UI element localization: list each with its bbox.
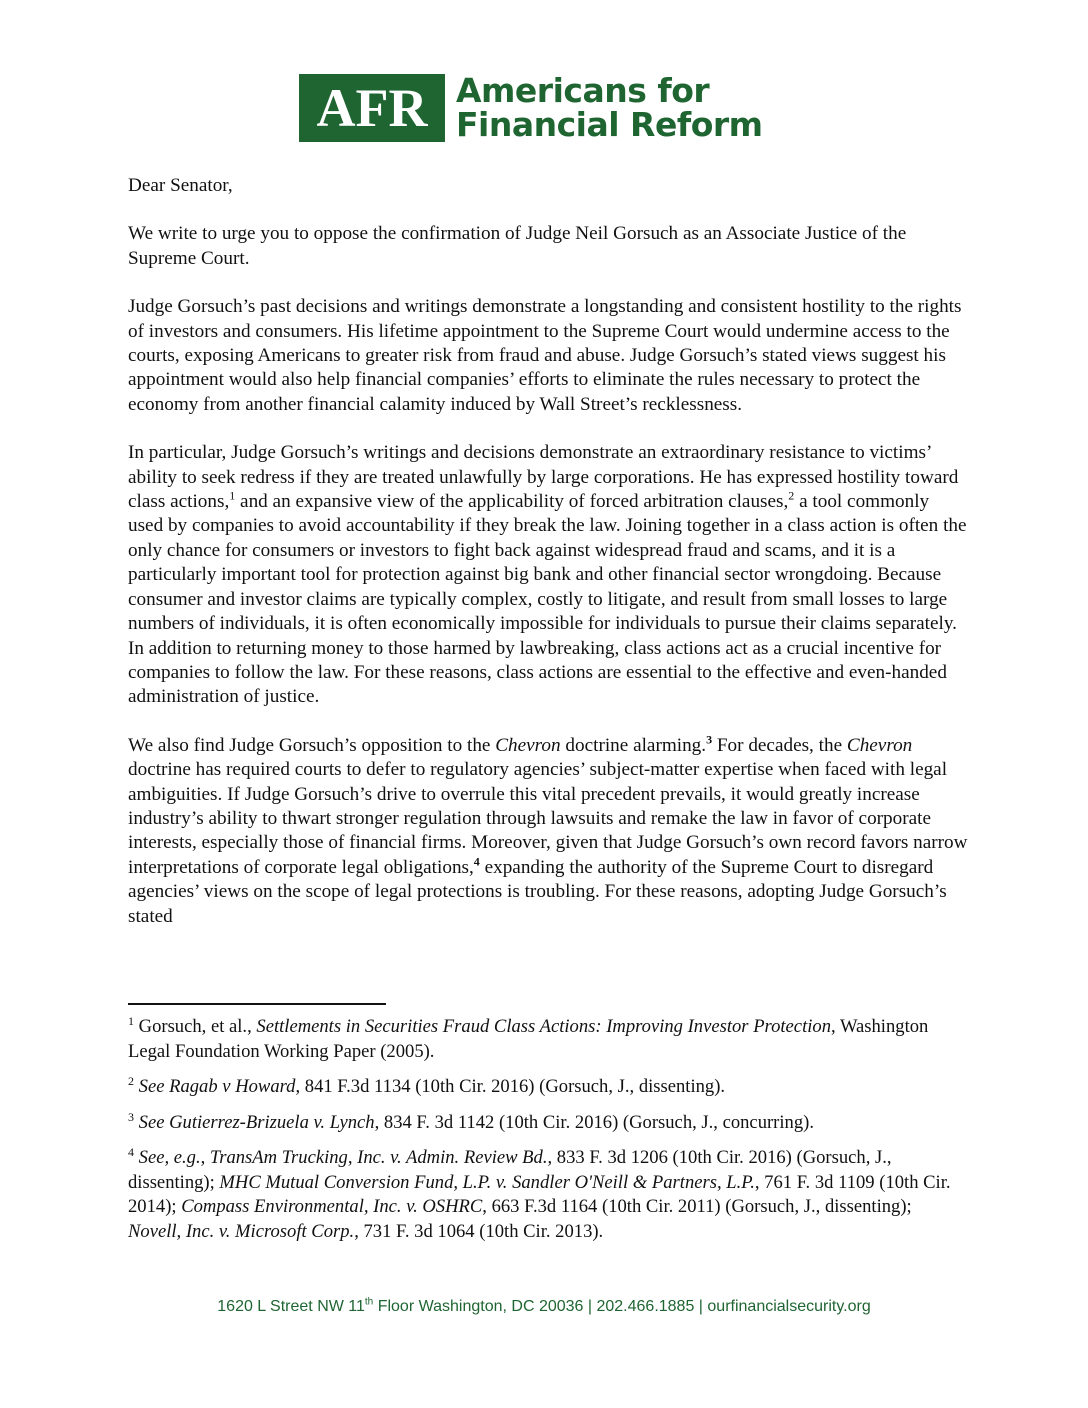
paragraph-4-text-c: For decades, the [712,734,847,756]
footnote-4-case-2: MHC Mutual Conversion Fund, L.P. v. Sandler O'Neill & Partners, L.P. [219,1171,755,1193]
footer-address-a: 1620 L Street NW 11 [217,1298,365,1315]
footnote-1 [128,1015,968,1064]
paragraph-3 [128,441,968,709]
footnote-4-comma: , [200,1147,210,1168]
paragraph-4-text-a: We also find Judge Gorsuch’s opposition to the [128,734,496,756]
footnote-4-number: 4 [128,1144,134,1159]
footer-address-sup: th [364,1296,374,1308]
paragraph-3-text-b: and an expansive view of the applicability of forced arbitration clauses, [235,491,789,513]
footnote-2-text: , 841 F.3d 1134 (10th Cir. 2016) (Gorsuch, J., dissenting). [295,1076,726,1097]
footnote-3-number: 3 [128,1109,134,1124]
afr-logo [299,71,763,144]
footnote-4-text-b: , 761 F. 3d 1109 (10th Cir. 2014); [128,1171,951,1217]
paragraph-3-text-a: In particular, Judge Gorsuch’s writings and decisions demonstrate an extraordinary resistance to victims’ ability to seek redress if they are treated unlawfully by large corporations. He has expressed hostility toward class actions, [128,442,959,513]
footer-address-b: Floor Washington, DC 20036 | 202.466.1885 | ourfinancialsecurity.org [373,1298,871,1315]
footnote-4-text-a: , 833 F. 3d 1206 (10th Cir. 2016) (Gorsuch, J., dissenting); [128,1147,892,1193]
paragraph-3-text-c: a tool commonly used by companies to avoid accountability if they break the law. Joining together in a class action is often the only chance for consumers or investors to fight back against widespread fraud and scams, and it is a particularly important tool for protection against big bank and other financial sector wrongdoing. Because consumer and investor claims are typically complex, costly to litigate, and result from small losses to large numbers of individuals, it is often economically impossible for individuals to pursue their claims separately. In addition to returning money to those harmed by lawbreaking, class actions act as a crucial incentive for companies to follow the law. For these reasons, class actions are essential to the effective and even-handed administration of justice. [128,491,967,708]
footnote-divider [128,1003,386,1005]
footnote-4 [128,1146,968,1244]
footnote-ref-3[interactable]: 3 [706,732,713,747]
footnote-3-see: See [134,1111,165,1133]
chevron-term-2: Chevron [846,734,913,756]
logo-wordmark [456,71,763,144]
footnote-2-number: 2 [128,1073,134,1088]
footnote-1-text-a: Gorsuch, et al., [134,1016,257,1037]
logo-abbreviation: AFR [299,74,445,142]
chevron-term-1: Chevron [495,734,561,756]
salutation: Dear Senator, [128,175,233,196]
footnote-ref-2[interactable]: 2 [788,488,795,503]
footnote-4-see: See, e.g. [134,1147,201,1168]
footnote-4-case-1: TransAm Trucking, Inc. v. Admin. Review Bd. [209,1147,548,1168]
footnote-1-text-b: , Washington Legal Foundation Working Paper (2005). [128,1016,929,1062]
paragraph-4-text-e: expanding the authority of the Supreme Court to disregard agencies’ views on the scope of legal protections is troubling. For these reasons, adopting Judge Gorsuch’s stated [128,856,947,927]
paragraph-4-text-b: doctrine alarming. [560,734,707,756]
footnote-4-case-3: Compass Environmental, Inc. v. OSHRC [181,1196,483,1217]
logo-line-1: Americans for [456,71,710,110]
paragraph-4-text-d: doctrine has required courts to defer to regulatory agencies’ subject-matter expertise when faced with legal ambiguities. If Judge Gorsuch’s drive to overrule this vital precedent prevails, it would greatly increase industry’s ability to thwart stronger regulation through lawsuits and remake the law in favor of corporate interests, especially those of financial firms. Moreover, given that Judge Gorsuch’s own record favors narrow interpretations of corporate legal obligations, [128,759,968,878]
logo-line-2: Financial Reform [456,105,763,144]
footnotes [128,1015,968,1255]
footnote-3-case: Gutierrez-Brizuela v. Lynch [164,1111,375,1133]
page-footer [0,1298,1088,1316]
paragraph-2: Judge Gorsuch’s past decisions and writings demonstrate a longstanding and consistent hostility to the rights of investors and consumers. His lifetime appointment to the Supreme Court would undermine access to the courts, exposing Americans to greater risk from fraud and abuse. Judge Gorsuch’s stated views suggest his appointment would also help financial companies’ efforts to eliminate the rules necessary to protect the economy from another financial calamity induced by Wall Street’s recklessness. [128,296,962,415]
footnote-3-text: , 834 F. 3d 1142 (10th Cir. 2016) (Gorsuch, J., concurring). [374,1111,814,1133]
letter-body [128,174,968,953]
footnote-ref-4[interactable]: 4 [473,854,480,869]
footnote-ref-1[interactable]: 1 [229,488,236,503]
paragraph-1: We write to urge you to oppose the confirmation of Judge Neil Gorsuch as an Associate Justice of the Supreme Court. [128,223,907,269]
footnote-2-case: Ragab v Howard [164,1076,296,1097]
footnote-1-title: Settlements in Securities Fraud Class Actions: Improving Investor Protection [256,1016,831,1037]
footnote-3 [128,1111,968,1136]
footnote-2-see: See [134,1076,165,1097]
footnote-2 [128,1075,968,1100]
footnote-4-case-4: Novell, Inc. v. Microsoft Corp. [128,1220,355,1242]
footnote-1-number: 1 [128,1013,134,1028]
footnote-4-text-c: , 663 F.3d 1164 (10th Cir. 2011) (Gorsuch, J., dissenting); [482,1196,912,1217]
paragraph-4 [128,734,968,929]
footnote-4-text-d: , 731 F. 3d 1064 (10th Cir. 2013). [354,1220,604,1242]
